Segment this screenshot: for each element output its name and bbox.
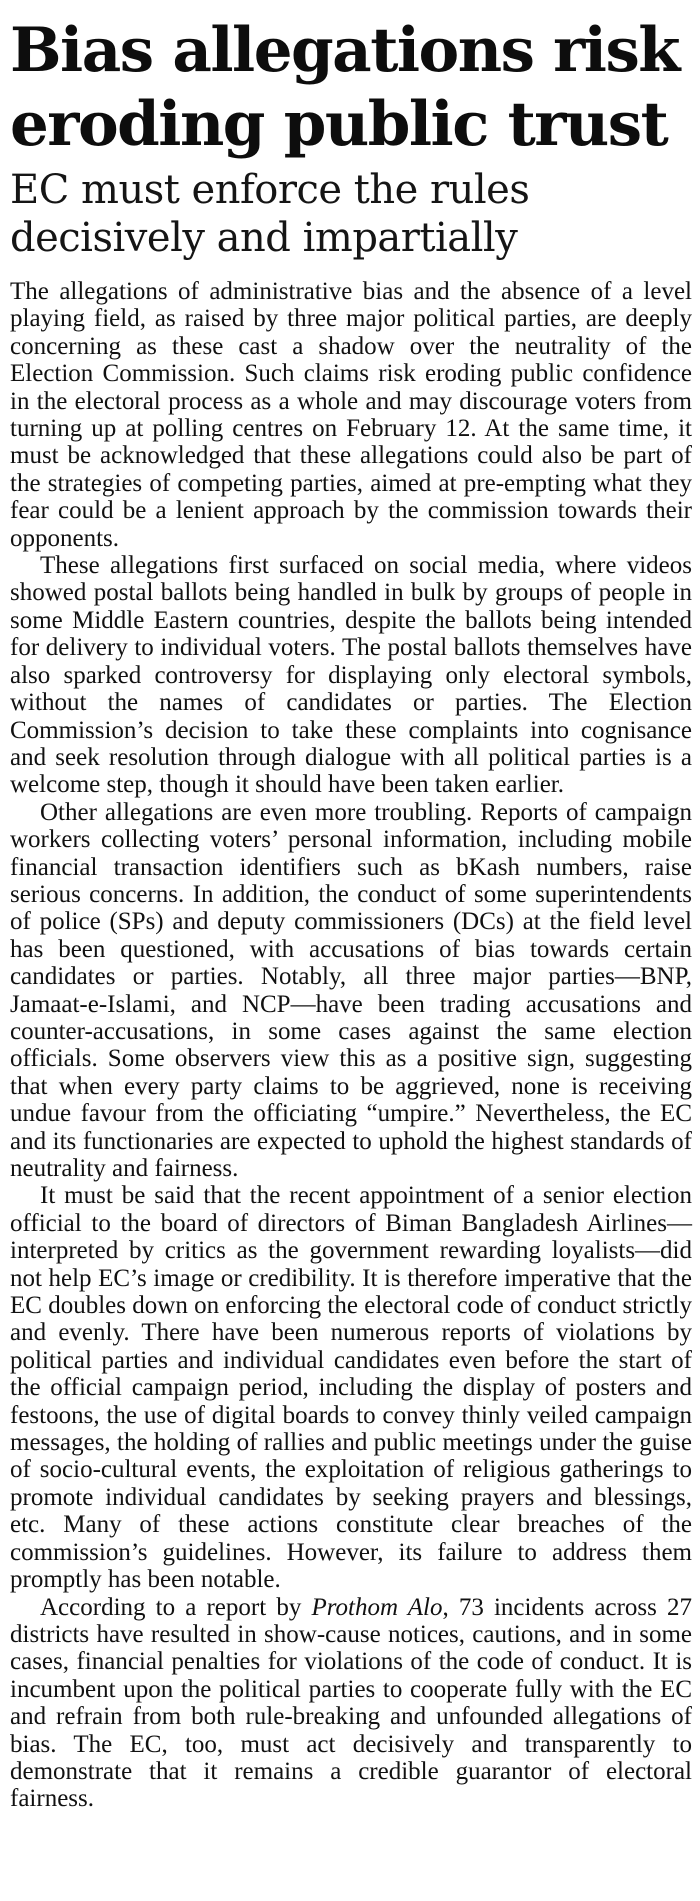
subheadline: EC must enforce the rules decisively and impartially — [10, 167, 530, 261]
paragraph-3: Other allegations are even more troubling. Reports of campaign workers collecting voters’ personal information, including mobile financial transaction identifiers such as bKash numbers, raise serious concerns. In addition, the conduct of some superintendents of police (SPs) and deputy commissioners (DCs) at the field level has been questioned, with accusations of bias towards certain candidates or parties. Notably, all three major parties—BNP, Jamaat-e-Islami, and NCP—have been trading accusations and counter-accusations, in some cases against the same election officials. Some observers view this as a positive sign, suggesting that when every party claims to be aggrieved, none is receiving undue favour from the officiating “umpire.” Nevertheless, the EC and its functionaries are expected to uphold the highest standards of neutrality and fairness. — [10, 798, 692, 1182]
paragraph-5 — [10, 1594, 692, 1813]
paragraph-5-rest: , 73 incidents across 27 districts have resulted in show-cause notices, cautions, and in some cases, financial penalties for violations of the code of conduct. It is incumbent upon the political parties to cooperate fully with the EC and refrain from both rule-breaking and unfounded allegations of bias. The EC, too, must act decisively and transparently to demonstrate that it remains a credible guarantor of electoral fairness. — [10, 1593, 692, 1813]
article-body — [10, 278, 692, 1813]
source-name: Prothom Alo — [311, 1593, 443, 1621]
paragraph-5-lead: According to a report by — [40, 1593, 312, 1621]
paragraph-4: It must be said that the recent appointment of a senior election official to the board of directors of Biman Bangladesh Airlines—interpreted by critics as the government rewarding loyalists—did not help EC’s image or credibility. It is therefore imperative that the EC doubles down on enforcing the electoral code of conduct strictly and evenly. There have been numerous reports of violations by political parties and individual candidates even before the start of the official campaign period, including the display of posters and festoons, the use of digital boards to convey thinly veiled campaign messages, the holding of rallies and public meetings under the guise of socio-cultural events, the exploitation of religious gatherings to promote individual candidates by seeking prayers and blessings, etc. Many of these actions constitute clear breaches of the commission’s guidelines. However, its failure to address them promptly has been notable. — [10, 1182, 692, 1594]
paragraph-1: The allegations of administrative bias and the absence of a level playing field, as raised by three major political parties, are deeply concerning as these cast a shadow over the neutrality of the Election Commission. Such claims risk eroding public confidence in the electoral process as a whole and may discourage voters from turning up at polling centres on February 12. At the same time, it must be acknowledged that these allegations could also be part of the strategies of competing parties, aimed at pre-empting what they fear could be a lenient approach by the commission towards their opponents. — [10, 278, 692, 552]
headline: Bias allegations risk eroding public trust — [10, 15, 680, 160]
paragraph-2: These allegations first surfaced on social media, where videos showed postal ballots being handled in bulk by groups of people in some Middle Eastern countries, despite the ballots being intended for delivery to individual voters. The postal ballots themselves have also sparked controversy for displaying only electoral symbols, without the names of candidates or parties. The Election Commission’s decision to take these complaints into cognisance and seek resolution through dialogue with all political parties is a welcome step, though it should have been taken earlier. — [10, 552, 692, 799]
